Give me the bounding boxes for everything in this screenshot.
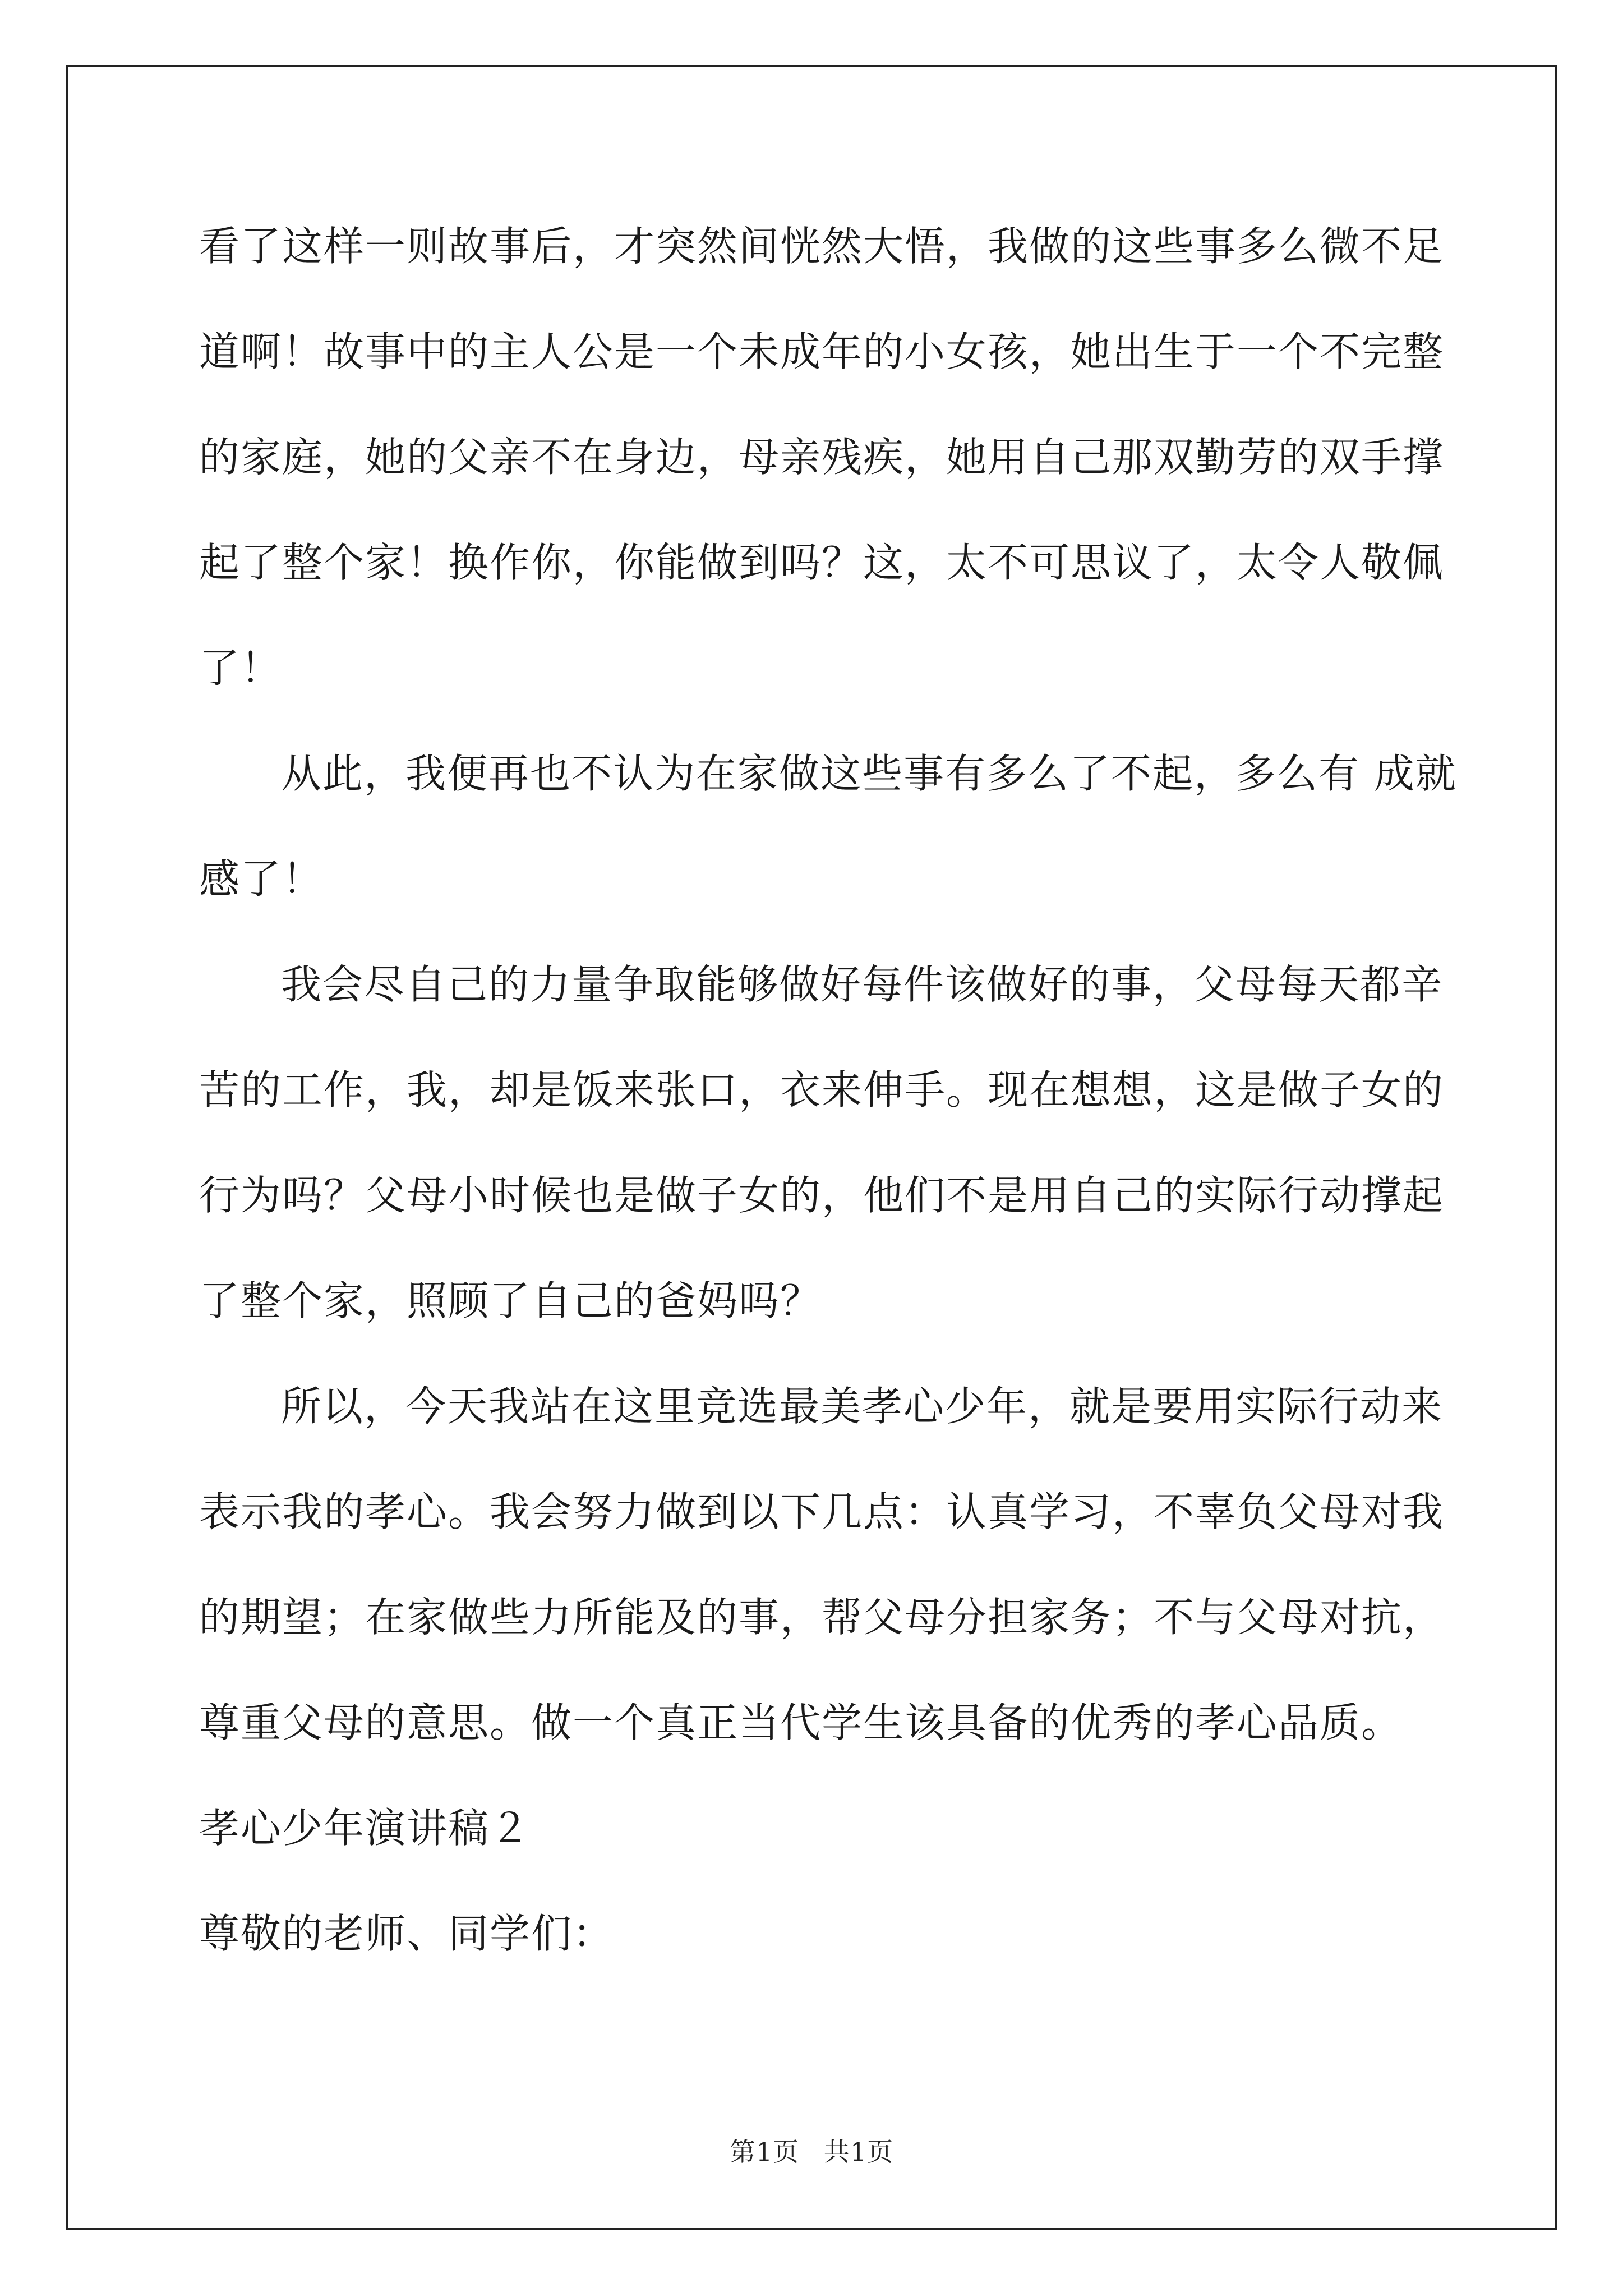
section-title: 孝心少年演讲稿２: [199, 1805, 532, 1852]
paragraph-first-line: 我会尽自己的力量争取能够做好每件该做好的事，父母每天都辛: [281, 961, 1444, 1008]
text-line: 的期望；在家做些力所能及的事，帮父母分担家务；不与父母对抗，: [199, 1594, 1445, 1641]
salutation: 尊敬的老师、同学们：: [199, 1910, 615, 1957]
text-line: 道啊！故事中的主人公是一个未成年的小女孩，她出生于一个不完整: [199, 328, 1445, 375]
text-line: 苦的工作，我，却是饭来张口，衣来伸手。现在想想，这是做子女的: [199, 1066, 1445, 1114]
page-footer: [0, 2132, 1623, 2169]
text-line: 起了整个家！换作你，你能做到吗？这，太不可思议了，太令人敬佩: [199, 539, 1445, 586]
paragraph-first-line: 从此，我便再也不认为在家做这些事有多么了不起，多么有 成就: [281, 750, 1457, 797]
document-body: [199, 194, 1457, 1986]
page-number-current: 第1页: [729, 2137, 800, 2167]
text-line: 看了这样一则故事后，才突然间恍然大悟，我做的这些事多么微不足: [199, 223, 1445, 270]
text-line: 表示我的孝心。我会努力做到以下几点：认真学习，不辜负父母对我: [199, 1488, 1445, 1535]
text-line: 了！: [199, 645, 283, 692]
text-line: 尊重父母的意思。做一个真正当代学生该具备的优秀的孝心品质。: [199, 1699, 1403, 1746]
text-line: 的家庭，她的父亲不在身边，母亲残疾，她用自己那双勤劳的双手撑: [199, 434, 1445, 481]
page-number-total: 共1页: [823, 2137, 894, 2167]
text-line: 行为吗？父母小时候也是做子女的，他们不是用自己的实际行动撑起: [199, 1172, 1445, 1219]
text-line: 了整个家，照顾了自己的爸妈吗？: [199, 1277, 822, 1324]
paragraph-first-line: 所以，今天我站在这里竞选最美孝心少年，就是要用实际行动来: [281, 1383, 1444, 1430]
text-line: 感了！: [199, 855, 324, 903]
